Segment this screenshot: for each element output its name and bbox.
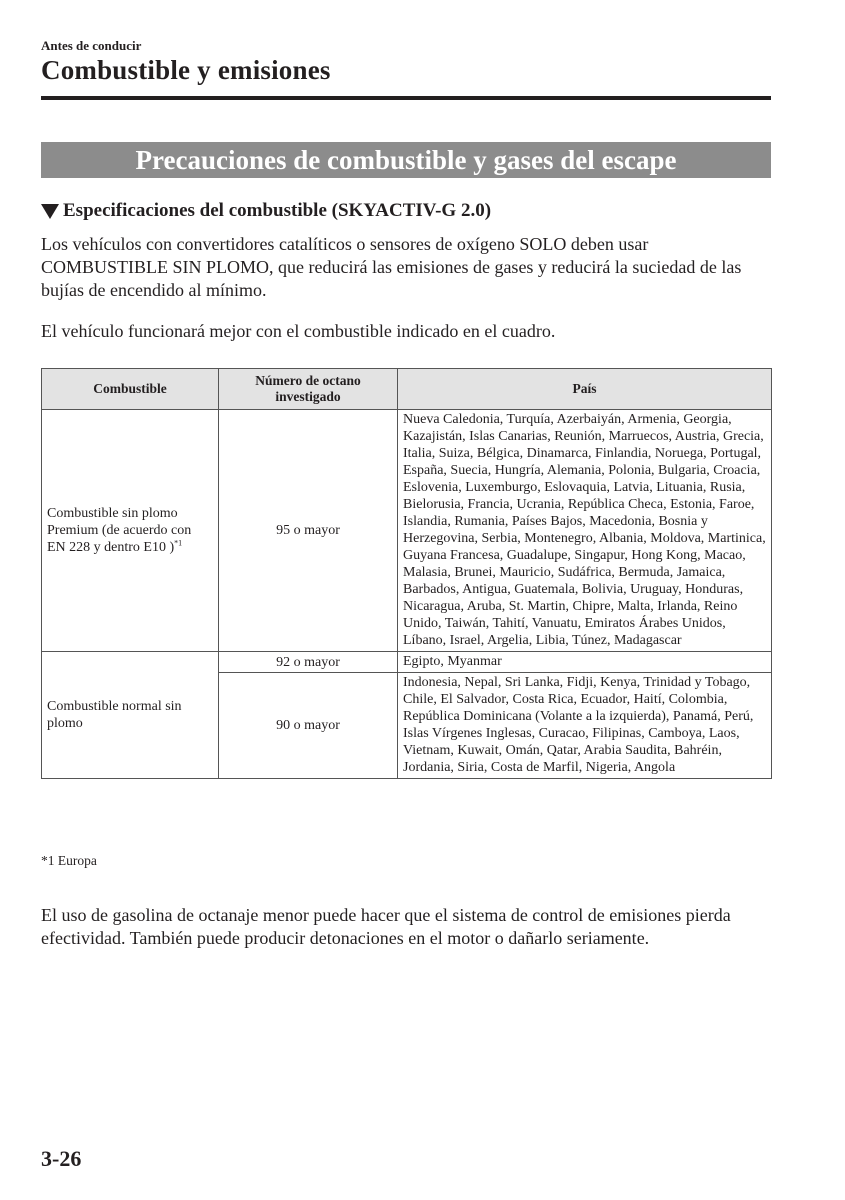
fuel-regular-cell: Combustible normal sin plomo: [42, 652, 219, 779]
octane-cell: 92 o mayor: [219, 652, 398, 673]
page-number: 3-26: [41, 1146, 82, 1171]
intro-paragraph: Los vehículos con convertidores catalíticos o sensores de oxígeno SOLO deben usar COMBUSTIBLE SIN PLOMO, que reducirá las emisiones de gases y reducirá la suciedad de las bujías de encendido al mínimo.: [41, 234, 742, 300]
table-footnote: *1 Europa: [41, 853, 97, 868]
subheading-text: Especificaciones del combustible (SKYACTIV-G 2.0): [63, 200, 492, 221]
table-intro-paragraph: El vehículo funcionará mejor con el combustible indicado en el cuadro.: [41, 321, 556, 341]
page-title: Combustible y emisiones: [41, 55, 331, 85]
chapter-label: Antes de conducir: [41, 38, 142, 53]
header-octane: Número de octano investigado: [219, 369, 398, 410]
countries-cell: Nueva Caledonia, Turquía, Azerbaiyán, Armenia, Georgia, Kazajistán, Islas Canarias, Reunión, Marruecos, Austria, Grecia, Italia, Suiza, Bélgica, Dinamarca, Finlandia, Noruega, Portugal, España, Suecia, Hungría, Alemania, Polonia, Bulgaria, Croacia, Eslovenia, Luxemburgo, Eslovaquia, Latvia, Lituania, Rusia, Bielorusia, Francia, Ucrania, República Checa, Estonia, Faroe, Islandia, Rumania, Países Bajos, Macedonia, Bosnia y Herzegovina, Serbia, Montenegro, Albania, Moldova, Martinica, Guyana Francesa, Guadalupe, Singapur, Hong Kong, Macao, Malasia, Brunei, Mauricio, Sudáfrica, Bermuda, Jamaica, Barbados, Antigua, Guatemala, Bolivia, Uruguay, Honduras, Nicaragua, Aruba, St. Martin, Chipre, Malta, Irlanda, Reino Unido, Taiwán, Tahití, Vanuatu, Emiratos Árabes Unidos, Líbano, Israel, Argelia, Libia, Túnez, Madagascar: [398, 410, 772, 652]
section-banner: Precauciones de combustible y gases del escape: [41, 142, 771, 178]
table-row: [42, 410, 772, 652]
countries-cell: Indonesia, Nepal, Sri Lanka, Fidji, Kenya, Trinidad y Tobago, Chile, El Salvador, Costa Rica, Ecuador, Haití, Colombia, República Dominicana (Volante a la izquierda), Panamá, Perú, Islas Vírgenes Inglesas, Curacao, Filipinas, Camboya, Laos, Vietnam, Kuwait, Omán, Qatar, Arabia Saudita, Bahréin, Jordania, Siria, Costa de Marfil, Nigeria, Angola: [398, 673, 772, 779]
fuel-premium-text: Combustible sin plomo Premium (de acuerdo con EN 228 y dentro E10 ): [47, 506, 192, 555]
table-header-row: [42, 369, 772, 410]
footnote-mark: *1: [174, 538, 183, 548]
fuel-specification-table: [41, 368, 772, 779]
fuel-premium-cell: [42, 410, 219, 652]
octane-cell: 90 o mayor: [219, 673, 398, 779]
octane-cell: 95 o mayor: [219, 410, 398, 652]
header-fuel: Combustible: [42, 369, 219, 410]
header-country: País: [398, 369, 772, 410]
countries-cell: Egipto, Myanmar: [398, 652, 772, 673]
subheading: [41, 200, 491, 222]
warning-paragraph: El uso de gasolina de octanaje menor puede hacer que el sistema de control de emisiones pierda efectividad. También puede producir detonaciones en el motor o dañarlo seriamente.: [41, 905, 731, 948]
header-divider: [41, 96, 771, 100]
down-triangle-icon: [41, 204, 59, 219]
table-row: [42, 652, 772, 673]
